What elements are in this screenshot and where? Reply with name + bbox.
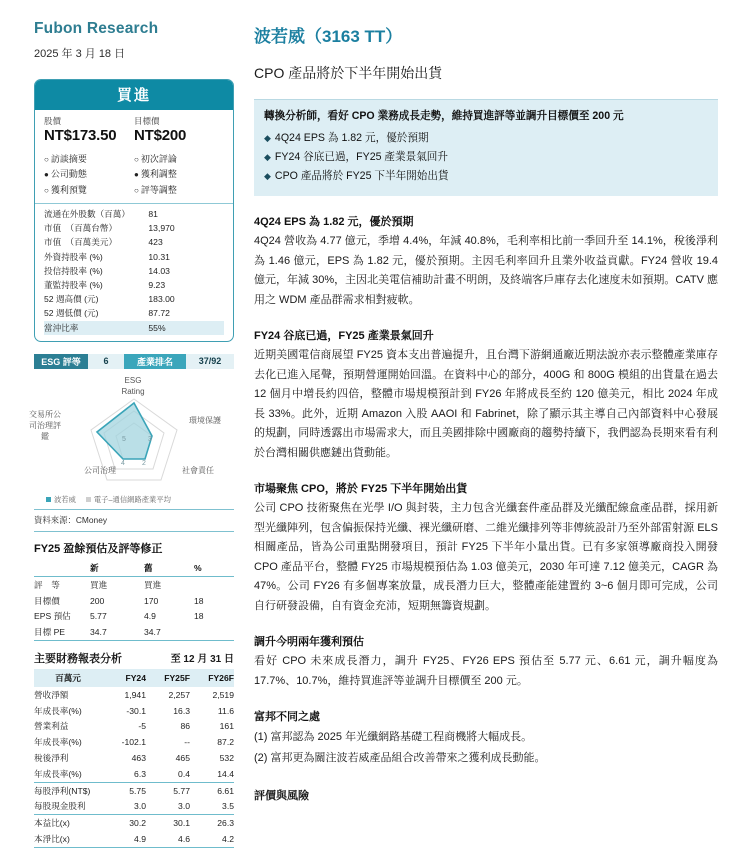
- table-row: 流通在外股數（百萬） 81: [44, 209, 158, 219]
- table-row: 評 等 買進 買進: [34, 579, 162, 590]
- revision-table: [34, 560, 234, 641]
- section-heading: 市場聚焦 CPO，將於 FY25 下半年開始出貨: [254, 483, 468, 495]
- checklist-item-earnings-preview[interactable]: ○ 獲利預覽: [44, 184, 87, 195]
- table-row: 營業利益 -5 86 161: [34, 721, 234, 732]
- section-body: 4Q24 營收為 4.77 億元，季增 4.4%，年減 40.8%，毛利率相比前一季回升至 14.1%，稅後淨利為 1.46 億元，EPS 為 1.82 元，優於預期。主因毛利率回升且業外收益貢獻。FY24 營收 19.4 億元，年減 30%，主因北美電信補助計畫不明朗，及終端客戶庫存去化速度未如預期。CATV 應用之 WDM 產品群需求相對疲軟。: [254, 235, 718, 306]
- table-row: 本益比(x) 30.2 30.1 26.3: [34, 818, 234, 829]
- table-header-row: [34, 669, 234, 687]
- table-row: 年成長率(%) -30.1 16.3 11.6: [34, 705, 234, 716]
- radar-series-company: [97, 403, 152, 459]
- radar-tick-5: 5: [122, 435, 126, 443]
- legend-item-company: 波若威: [46, 495, 76, 505]
- financials-table: [34, 669, 234, 848]
- table-row: 年成長率(%) 6.3 0.4 14.4: [34, 766, 234, 782]
- table-row: 營收淨額 1,941 2,257 2,519: [34, 689, 234, 700]
- section-heading-valuation-risk: 評價與風險: [254, 790, 309, 802]
- col-new: 新: [90, 560, 144, 577]
- table-row: 目標 PE 34.7 34.7: [34, 624, 234, 640]
- radar-axis-label-twse-evaluation: 交易所公司治理評鑑: [29, 409, 61, 441]
- table-row: 投信持股率 (%) 14.03: [44, 265, 170, 276]
- radar-axis-label-governance: 公司治理: [84, 465, 116, 475]
- current-price-value: NT$173.50: [44, 127, 117, 144]
- current-price-label: 股價: [44, 116, 62, 126]
- financials-title-row: [34, 650, 234, 666]
- checklist-item-rating-change[interactable]: ○ 評等調整: [134, 184, 177, 195]
- esg-rating-label: ESG 評等: [34, 354, 88, 369]
- esg-source-note: 資料來源：CMoney: [34, 509, 234, 532]
- section-heading: FY24 谷底已過，FY25 產業景氣回升: [254, 330, 434, 342]
- radar-axis-label-social: 社會責任: [182, 465, 214, 475]
- section-body: 近期美國電信商展望 FY25 資本支出普遍提升，且台灣下游網通廠近期法說亦表示整體產業庫存去化已進入尾聲，預期營運開始回溫。在資料中心的部分，400G 和 800G 模組的出貨量在過去 12 個月中增長約四倍，整體市場規模預計到 FY26 年將成長至約 120 億美元，相比 2024 年成長 33%。此外，近期 Amazon 入股 AAOI 和 Fabrinet，除了顯示其主導自己內部資料中心發展的規劃，同時透露出市場需求大，而且美國排除中國廠商的趨勢持續下，我們認為長期來看有利於台灣相關供應鏈出貨動能。: [254, 349, 718, 459]
- esg-rating-bar: [34, 354, 234, 369]
- table-row: 52 週低價 (元) 87.72: [44, 308, 170, 319]
- col-pct: %: [194, 560, 234, 577]
- recommendation-badge: 買進: [35, 80, 233, 110]
- radar-legend: [46, 495, 171, 505]
- radar-tick-3: 3: [148, 435, 152, 443]
- section-body: 看好 CPO 未來成長潛力，調升 FY25、FY26 EPS 預估至 5.77 元、6.61 元，調升幅度為 17.7%、10.7%，維持買進評等並調升目標價至 200 元。: [254, 655, 718, 687]
- financials-title: 主要財務報表分析: [34, 652, 122, 665]
- checklist-item-initiation[interactable]: ○ 初次評論: [134, 153, 177, 164]
- table-row: 市值 （百萬台幣） 13,970: [44, 223, 175, 234]
- summary-callout: [254, 99, 718, 196]
- target-price-value: NT$200: [134, 127, 187, 144]
- revision-table-title: FY25 盈餘預估及評等修正: [34, 542, 163, 555]
- col-old: 舊: [144, 560, 194, 577]
- table-row: 本淨比(x) 4.9 4.6 4.2: [34, 831, 234, 847]
- table-row: 稅後淨利 463 465 532: [34, 752, 234, 763]
- radio-icon-unchecked: ○: [44, 185, 49, 195]
- list-item: (1) 富邦認為 2025 年光纖網路基礎工程商機將大幅成長。: [254, 731, 533, 743]
- section-body: 公司 CPO 技術聚焦在光學 I/O 與封裝，主力包含光纖套件產品群及光纖配線盒產品群，採用新型光纖陣列，包含偏振保持光纖、裸光纖研磨、二維光纖排列等非傳統設計乃至外部雷射源 ELS 相關產品，皆為公司重點開發項目，預計 FY25 下半年小量出貨。已有多家領導廠商投入開發 CPO 產品平台，整體 FY25 市場規模預估為 1.03 億美元，2030 年可達 7.12 億美元，CAGR 為 47%。公司 FY26 有多個專案放量，成長潛力巨大，整體產能建置約 3~6 個月即可完成，公司自行研發設備，自有資金充沛，短期無籌資規劃。: [254, 502, 718, 612]
- radar-axis-label-environment: 環境保護: [189, 415, 221, 425]
- radar-tick-2: 2: [142, 459, 146, 467]
- radio-icon-checked: ●: [44, 170, 49, 179]
- radio-icon-unchecked: ○: [134, 154, 139, 164]
- diamond-icon: ◆: [264, 133, 271, 143]
- section-heading: 4Q24 EPS 為 1.82 元，優於預期: [254, 216, 414, 228]
- table-row: 董監持股率 (%) 9.23: [44, 280, 166, 291]
- radio-icon-checked: ●: [134, 170, 139, 179]
- list-item: ◆ FY24 谷底已過，FY25 產業景氣回升: [264, 151, 448, 163]
- report-date: 2025 年 3 月 18 日: [34, 48, 126, 60]
- table-row: 每股現金股利 3.0 3.0 3.5: [34, 798, 234, 814]
- report-type-checklist: [35, 148, 233, 203]
- radar-axis-label-esg: ESG Rating: [121, 375, 145, 396]
- checklist-item-interview[interactable]: ○ 訪談摘要: [44, 153, 87, 164]
- callout-title: 轉換分析師，看好 CPO 業務成長走勢，維持買進評等並調升目標價至 200 元: [264, 110, 624, 122]
- section-cpo-focus: [254, 480, 718, 616]
- table-row: 52 週高價 (元) 183.00: [44, 294, 175, 305]
- section-fubon-difference: [254, 708, 718, 769]
- section-fy24-trough: [254, 327, 718, 463]
- key-stats-table: [35, 204, 233, 341]
- section-earnings-upgrade: [254, 633, 718, 691]
- table-row: 市值 （百萬美元） 423: [44, 237, 163, 248]
- list-item: ◆ 4Q24 EPS 為 1.82 元，優於預期: [264, 132, 429, 144]
- table-row: 目標價 200 170 18: [34, 595, 204, 606]
- esg-rank-value: 37/92: [186, 354, 234, 369]
- page-title: 波若威（3163 TT）: [254, 27, 403, 46]
- esg-radar-chart: [29, 373, 234, 504]
- rating-card: [34, 79, 234, 342]
- table-row: 外資持股率 (%) 10.31: [44, 251, 170, 262]
- financials-period: 至 12 月 31 日: [170, 653, 234, 665]
- target-price: [134, 115, 224, 144]
- col-fy24: FY24: [102, 669, 146, 687]
- radar-tick-4: 4: [121, 459, 125, 467]
- target-price-label: 目標價: [134, 116, 160, 126]
- table-row: EPS 預估 5.77 4.9 18: [34, 611, 204, 622]
- esg-rank-label: 產業排名: [124, 354, 186, 369]
- legend-item-industry-average: 電子–通信網路產業平均: [86, 495, 171, 505]
- radio-icon-unchecked: ○: [134, 185, 139, 195]
- radio-icon-unchecked: ○: [44, 154, 49, 164]
- checklist-item-earnings-revision[interactable]: ● 獲利調整: [134, 169, 177, 179]
- sidebar: [0, 0, 248, 844]
- diamond-icon: ◆: [264, 152, 271, 162]
- table-header-row: [34, 560, 234, 577]
- col-fy26f: FY26F: [190, 669, 234, 687]
- difference-list: [254, 727, 718, 769]
- list-item: (2) 富邦更為關注波若威產品組合改善帶來之獲利成長動能。: [254, 752, 546, 764]
- checklist-item-company-news[interactable]: ● 公司動態: [44, 169, 87, 179]
- main-content: [248, 0, 740, 828]
- section-heading: 調升今明兩年獲利預估: [254, 636, 364, 648]
- col-fy25f: FY25F: [146, 669, 190, 687]
- callout-bullets: [264, 129, 708, 186]
- price-row: [35, 110, 233, 148]
- brand-name: Fubon Research: [34, 20, 159, 37]
- section-heading: 富邦不同之處: [254, 711, 320, 723]
- list-item: ◆ CPO 產品將於 FY25 下半年開始出貨: [264, 170, 449, 182]
- report-headline: CPO 產品將於下半年開始出貨: [254, 65, 443, 81]
- table-row: 當沖比率 55%: [44, 321, 224, 335]
- col-unit: 百萬元: [34, 669, 102, 687]
- table-row: 年成長率(%) -102.1 -- 87.2: [34, 737, 234, 748]
- table-row: 每股淨利(NT$) 5.75 5.77 6.61: [34, 785, 234, 796]
- esg-rating-value: 6: [88, 354, 124, 369]
- section-4q24-eps: [254, 213, 718, 310]
- diamond-icon: ◆: [264, 171, 271, 181]
- current-price: [44, 115, 134, 144]
